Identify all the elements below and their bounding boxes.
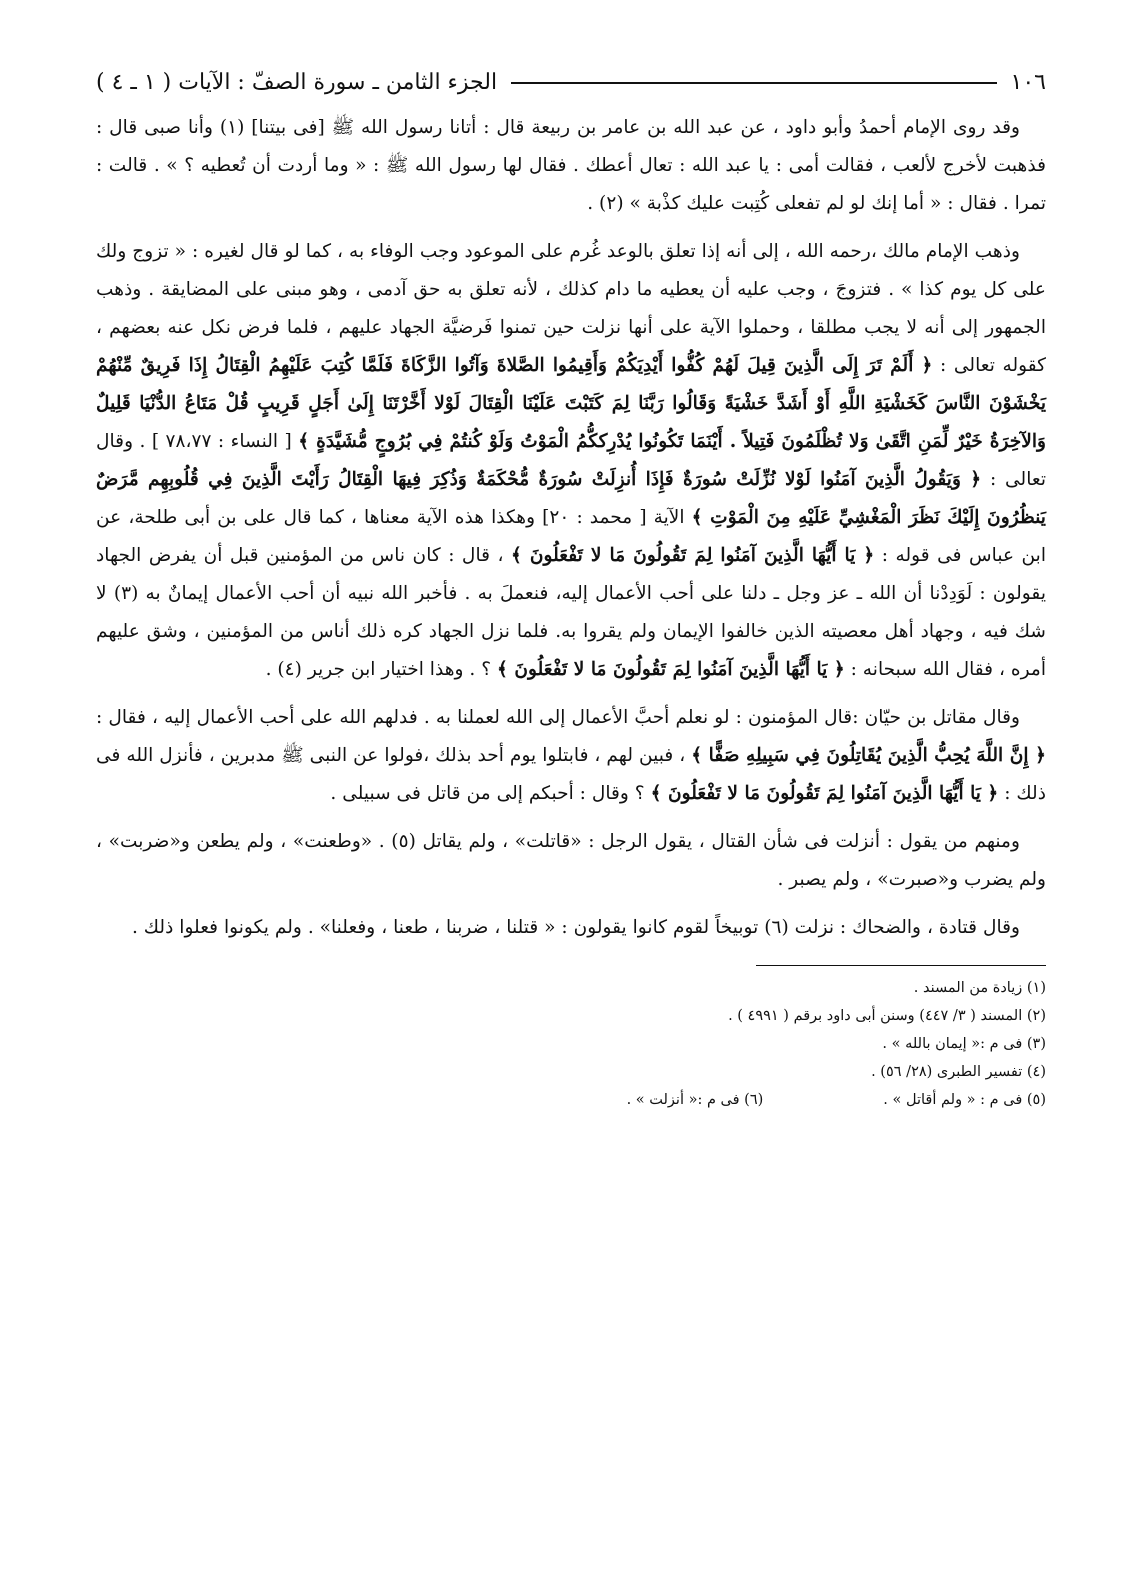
footnote-3: (٣) فى م :« إيمان بالله » .: [882, 1036, 1046, 1052]
paragraph-text: ، قال : كان ناس من المؤمنين قبل أن يفرض الجهاد يقولون : لَوَدِدْنا أن الله ـ عز وجل ـ دلنا على أحب الأعمال إليه، فنعملَ به . فأخبر الله نبيه أن أحب الأعمال إيمانٌ به (٣) لا شك فيه ، وجهاد أهل معصيته الذين خالفوا الإيمان ولم يقروا به. فلما نزل الجهاد كره ذلك أناس من المؤمنين ، وشق عليهم أمره ، فقال الله سبحانه :: [96, 545, 1046, 680]
paragraph-text: الآية [ محمد : ٢٠] وهكذا هذه الآية معناها ، كما قال على بن أبى طلحة، عن ابن عباس فى قوله :: [96, 507, 1047, 566]
footnote-5: (٥) فى م : « ولم أقاتل » .: [883, 1092, 1046, 1108]
paragraph-text: [ النساء : ٧٨،٧٧ ] . وقال تعالى :: [96, 431, 1047, 490]
paragraph-1: [96, 109, 1046, 223]
book-page: [96, 70, 1046, 1114]
footnote-divider: [756, 965, 1046, 966]
paragraph-text: ؟ وقال : أحبكم إلى من قاتل فى سبيلى .: [330, 783, 651, 804]
paragraph-2: [96, 233, 1046, 689]
header-title: الجزء الثامن ـ سورة الصفّ : الآيات ( ١ ـ ٤ ): [96, 70, 498, 95]
paragraph-4: [96, 823, 1046, 899]
footnotes: [96, 974, 1046, 1114]
paragraph-5: [96, 909, 1046, 947]
footnote-6: (٦) فى م :« أنزلت » .: [626, 1092, 764, 1108]
paragraph-text: وقال قتادة ، والضحاك : نزلت (٦) توبيخاً لقوم كانوا يقولون : « قتلنا ، ضربنا ، طعنا ، وفعلنا» . ولم يكونوا فعلوا ذلك .: [131, 917, 1020, 938]
quran-verse: ﴿ يَا أَيُّهَا الَّذِينَ آمَنُوا لِمَ تَقُولُونَ مَا لا تَفْعَلُونَ ﴾: [497, 659, 845, 680]
paragraph-text: وقال مقاتل بن حيّان :قال المؤمنون : لو نعلم أحبَّ الأعمال إلى الله لعملنا به . فدلهم الله على أحب الأعمال إليه ، فقال :: [96, 707, 1020, 728]
quran-verse: ﴿ إِنَّ اللَّهَ يُحِبُّ الَّذِينَ يُقَاتِلُونَ فِي سَبِيلِهِ صَفًّا ﴾: [691, 745, 1046, 766]
quran-verse: ﴿ يَا أَيُّهَا الَّذِينَ آمَنُوا لِمَ تَقُولُونَ مَا لا تَفْعَلُونَ ﴾: [510, 545, 875, 566]
quran-verse: ﴿ وَيَقُولُ الَّذِينَ آمَنُوا لَوْلا نُزِّلَتْ سُورَةٌ فَإِذَا أُنزِلَتْ سُورَةٌ مُّحْكَمَةٌ وَذُكِرَ فِيهَا الْقِتَالُ رَأَيْتَ الَّذِينَ فِي قُلُوبِهِم مَّرَضٌ يَنظُرُونَ إِلَيْكَ نَظَرَ الْمَغْشِيِّ عَلَيْهِ مِنَ الْمَوْتِ ﴾: [96, 469, 1046, 528]
paragraph-text: وقد روى الإمام أحمدُ وأبو داود ، عن عبد الله بن عامر بن ربيعة قال : أتانا رسول الله ﷺ [فى بيتنا] (١) وأنا صبى قال : فذهبت لأخرج لألعب ، فقالت أمى : يا عبد الله : تعال أعطك . فقال لها رسول الله ﷺ : « وما أردت أن تُعطيه ؟ » . قالت : تمرا . فقال : « أما إنك لو لم تفعلى كُتِبت عليك كذْبة » (٢) .: [96, 117, 1046, 214]
footnote-1: (١) زيادة من المسند .: [913, 980, 1046, 996]
paragraph-3: [96, 699, 1046, 813]
footnote-2: (٢) المسند ( ٣/ ٤٤٧) وسنن أبى داود برقم ( ٤٩٩١ ) .: [728, 1008, 1046, 1024]
quran-verse: ﴿ أَلَمْ تَرَ إِلَى الَّذِينَ قِيلَ لَهُمْ كُفُّوا أَيْدِيَكُمْ وَأَقِيمُوا الصَّلاةَ وَآتُوا الزَّكَاةَ فَلَمَّا كُتِبَ عَلَيْهِمُ الْقِتَالُ إِذَا فَرِيقٌ مِّنْهُمْ يَخْشَوْنَ النَّاسَ كَخَشْيَةِ اللَّهِ أَوْ أَشَدَّ خَشْيَةً وَقَالُوا رَبَّنَا لِمَ كَتَبْتَ عَلَيْنَا الْقِتَالَ لَوْلا أَخَّرْتَنَا إِلَىٰ أَجَلٍ قَرِيبٍ قُلْ مَتَاعُ الدُّنْيَا قَلِيلٌ وَالآخِرَةُ خَيْرٌ لِّمَنِ اتَّقَىٰ وَلا تُظْلَمُونَ فَتِيلاً . أَيْنَمَا تَكُونُوا يُدْرِككُّمُ الْمَوْتُ وَلَوْ كُنتُمْ فِي بُرُوجٍ مُّشَيَّدَةٍ ﴾: [96, 355, 1046, 452]
running-header: [96, 70, 1046, 95]
footnote-4: (٤) تفسير الطبرى (٢٨/ ٥٦) .: [871, 1064, 1046, 1080]
paragraph-text: وذهب الإمام مالك ،رحمه الله ، إلى أنه إذا تعلق بالوعد غُرم على الموعود وجب الوفاء به ، كما لو قال لغيره : « تزوج ولك على كل يوم كذا » . فتزوجَ ، وجب عليه أن يعطيه ما دام كذلك ، لأنه تعلق به حق آدمى ، وهو مبنى على المضايقة . وذهب الجمهور إلى أنه لا يجب مطلقا ، وحملوا الآية على أنها نزلت حين تمنوا فَرضيَّة الجهاد عليهم ، فلما فرض نكل عنه بعضهم ، كقوله تعالى :: [96, 241, 1046, 376]
paragraph-text: ومنهم من يقول : أنزلت فى شأن القتال ، يقول الرجل : «قاتلت» ، ولم يقاتل (٥) . «وطعنت» ، ولم يطعن و«ضربت» ، ولم يضرب و«صبرت» ، ولم يصبر .: [96, 831, 1046, 890]
footnote-row: [96, 1086, 1046, 1114]
paragraph-text: ، فبين لهم ، فابتلوا يوم أحد بذلك ،فولوا عن النبى ﷺ مدبرين ، فأنزل الله فى ذلك :: [96, 745, 1046, 804]
header-rule: [511, 82, 996, 84]
quran-verse: ﴿ يَا أَيُّهَا الَّذِينَ آمَنُوا لِمَ تَقُولُونَ مَا لا تَفْعَلُونَ ﴾: [650, 783, 999, 804]
page-number: ١٠٦: [1010, 70, 1046, 95]
paragraph-text: ؟ . وهذا اختيار ابن جرير (٤) .: [265, 659, 497, 680]
